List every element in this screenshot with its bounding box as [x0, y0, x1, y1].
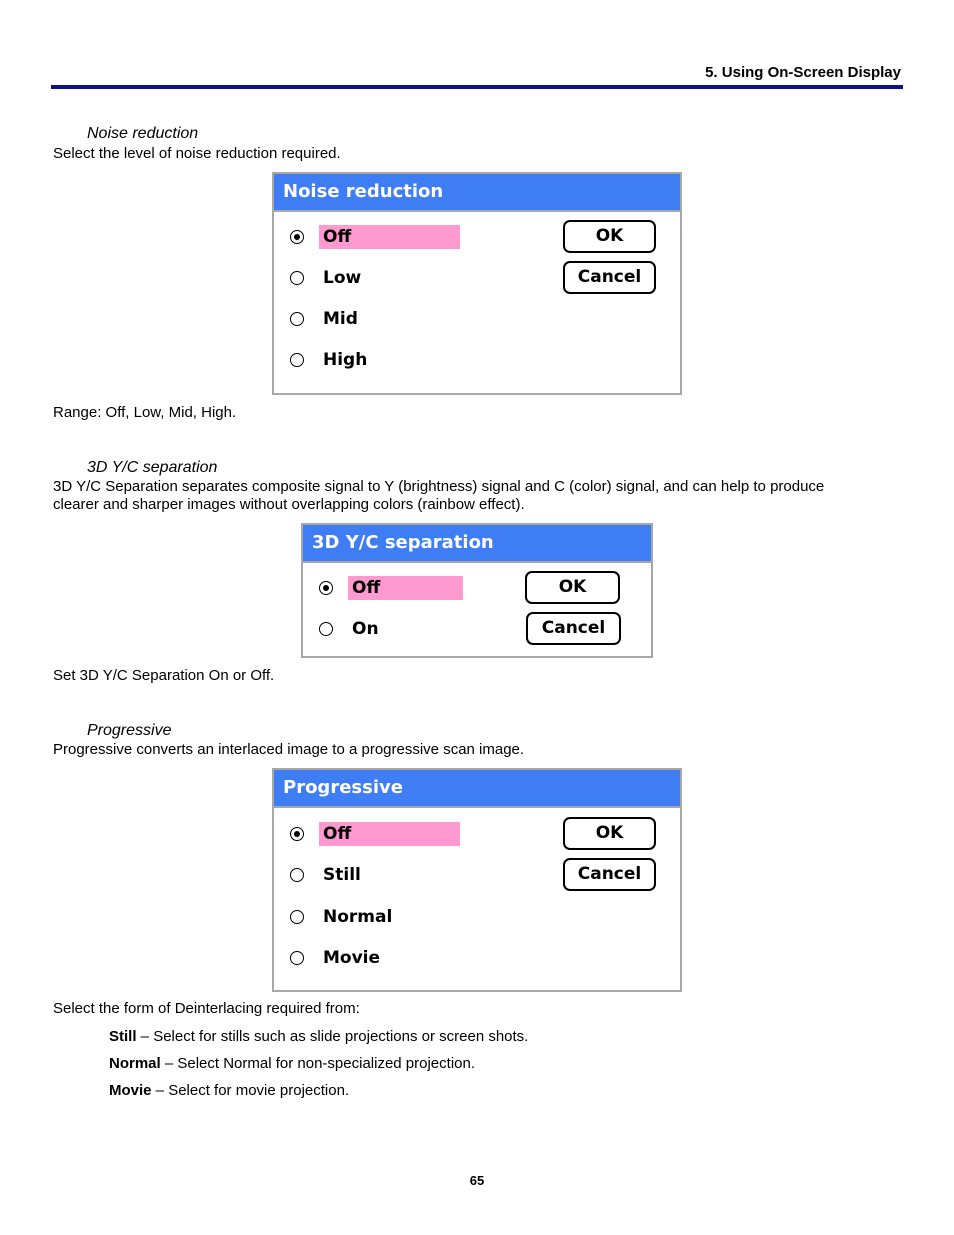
radio-icon[interactable] — [290, 271, 304, 285]
description-text: – Select Normal for non-specialized projection. — [160, 1055, 476, 1072]
description-term: Normal — [109, 1055, 161, 1072]
radio-icon[interactable] — [319, 622, 333, 636]
option-low[interactable] — [290, 266, 450, 290]
option-off[interactable] — [290, 822, 450, 846]
dialog-title-bar: 3D Y/C separation — [303, 525, 651, 561]
option-label: High — [323, 350, 368, 370]
section-title-3d-yc-separation: 3D Y/C separation — [87, 459, 218, 476]
description-text: – Select for movie projection. — [151, 1082, 350, 1099]
option-label: Off — [319, 822, 460, 846]
option-still[interactable] — [290, 863, 450, 887]
dialog-separator — [274, 806, 680, 808]
dialog-title-bar: Progressive — [274, 770, 680, 806]
option-label: Off — [348, 576, 463, 600]
section-intro-progressive: Progressive converts an interlaced image to a progressive scan image. — [53, 741, 525, 758]
radio-selected-icon[interactable] — [290, 827, 304, 841]
3d-yc-separation-dialog — [301, 523, 653, 658]
description-still — [109, 1028, 528, 1045]
option-normal[interactable] — [290, 905, 450, 929]
radio-icon[interactable] — [290, 312, 304, 326]
option-off[interactable] — [290, 225, 450, 249]
section-intro-noise-reduction: Select the level of noise reduction required. — [53, 145, 341, 162]
option-label: Off — [319, 225, 460, 249]
section-title-noise-reduction: Noise reduction — [87, 125, 199, 142]
option-high[interactable] — [290, 348, 450, 372]
radio-icon[interactable] — [290, 868, 304, 882]
ok-button[interactable]: OK — [525, 571, 620, 604]
option-off[interactable] — [319, 576, 479, 600]
radio-icon[interactable] — [290, 951, 304, 965]
option-on[interactable] — [319, 617, 479, 641]
radio-selected-icon[interactable] — [319, 581, 333, 595]
radio-icon[interactable] — [290, 353, 304, 367]
progressive-dialog — [272, 768, 682, 992]
ok-button[interactable]: OK — [563, 817, 656, 850]
description-normal — [109, 1055, 475, 1072]
noise-reduction-dialog — [272, 172, 682, 395]
option-label: On — [352, 619, 379, 639]
option-movie[interactable] — [290, 946, 450, 970]
option-label: Normal — [323, 907, 393, 927]
description-text: – Select for stills such as slide projections or screen shots. — [136, 1028, 529, 1045]
section-note-noise-reduction: Range: Off, Low, Mid, High. — [53, 404, 237, 421]
radio-icon[interactable] — [290, 910, 304, 924]
header-title: 5. Using On-Screen Display — [705, 64, 901, 81]
cancel-button[interactable]: Cancel — [563, 858, 656, 891]
section-note-progressive: Select the form of Deinterlacing required from: — [53, 1000, 360, 1017]
radio-selected-icon[interactable] — [290, 230, 304, 244]
cancel-button[interactable]: Cancel — [563, 261, 656, 294]
header-rule — [51, 85, 903, 89]
section-note-3d-yc-separation: Set 3D Y/C Separation On or Off. — [53, 667, 275, 684]
page-number: 65 — [469, 1173, 485, 1188]
option-label: Still — [323, 865, 361, 885]
description-movie — [109, 1082, 349, 1099]
ok-button[interactable]: OK — [563, 220, 656, 253]
description-term: Movie — [109, 1082, 152, 1099]
cancel-button[interactable]: Cancel — [526, 612, 621, 645]
description-term: Still — [109, 1028, 137, 1045]
dialog-separator — [303, 561, 651, 563]
dialog-separator — [274, 210, 680, 212]
option-label: Movie — [323, 948, 381, 968]
option-mid[interactable] — [290, 307, 450, 331]
section-intro-3d-yc-separation: 3D Y/C Separation separates composite signal to Y (brightness) signal and C (color) signal, and can help to produce clearer and sharper images without overlapping colors (rainbow effect). — [53, 478, 825, 513]
option-label: Low — [323, 268, 362, 288]
dialog-title-bar: Noise reduction — [274, 174, 680, 210]
option-label: Mid — [323, 309, 358, 329]
section-title-progressive: Progressive — [87, 722, 172, 739]
